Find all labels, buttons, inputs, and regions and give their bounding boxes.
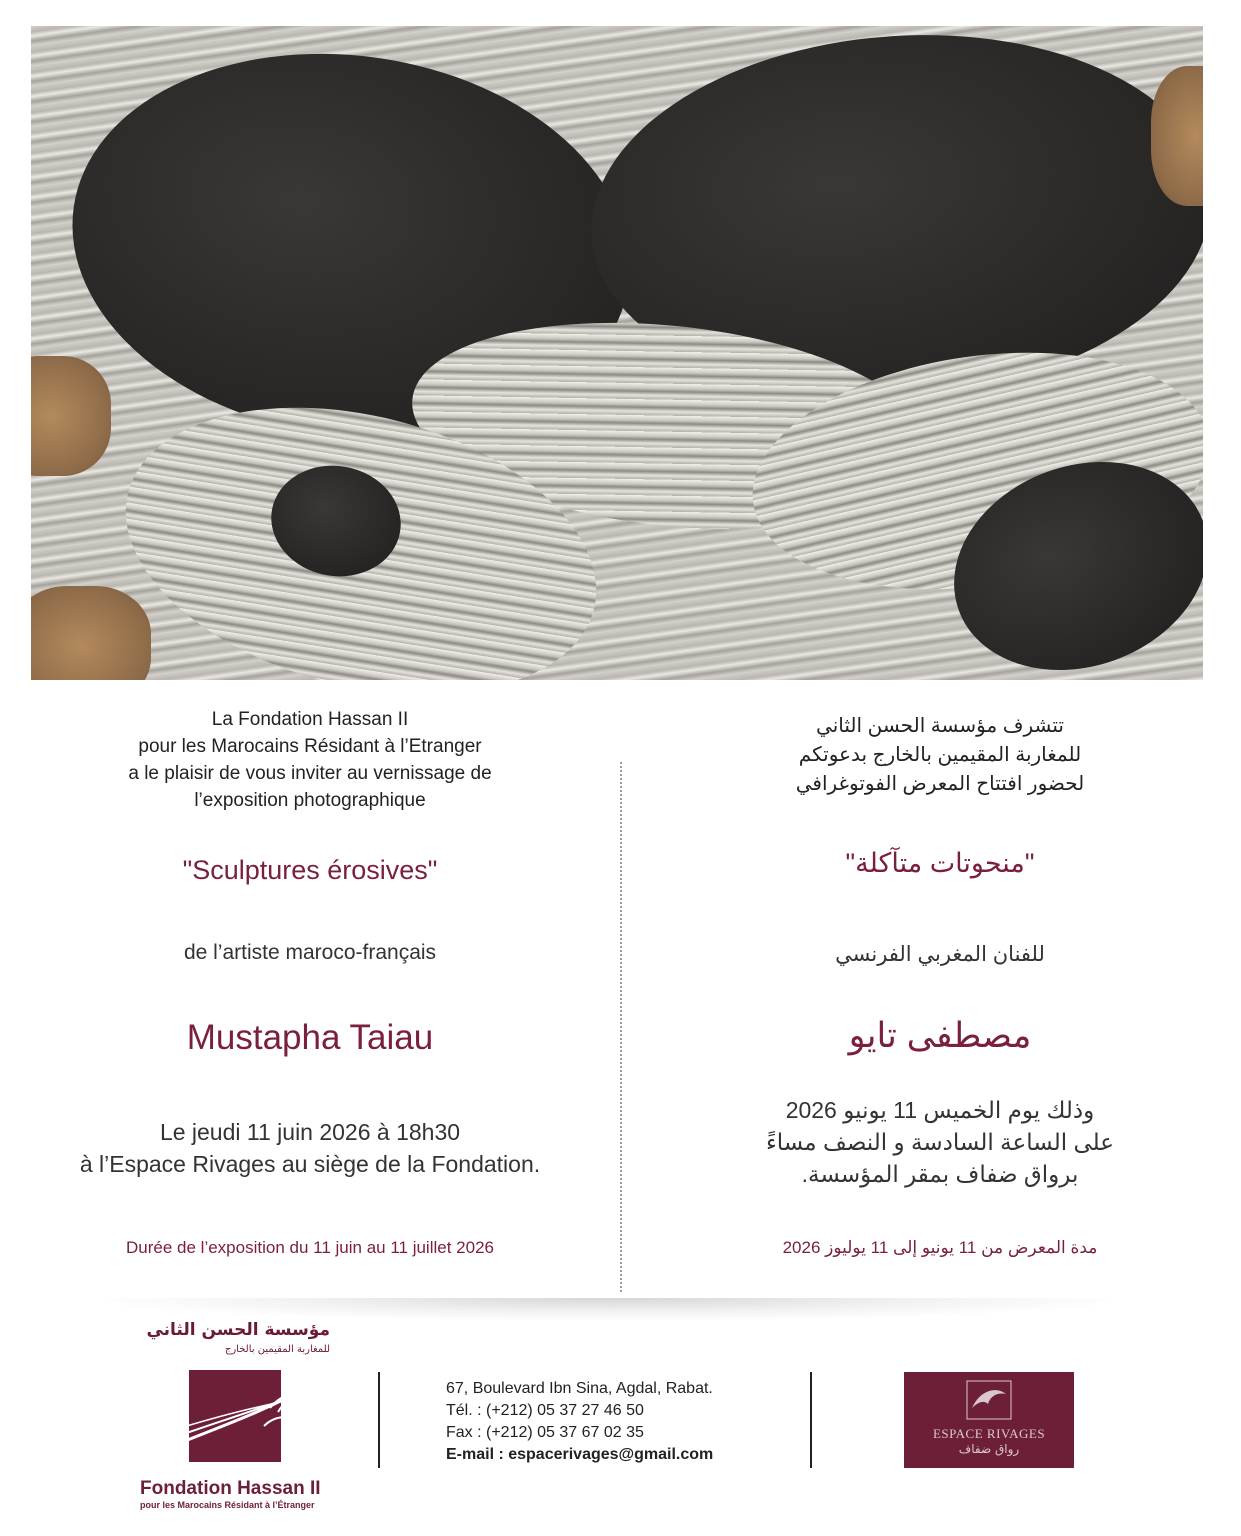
footer-divider-right (810, 1372, 812, 1468)
arabic-date-venue (660, 1094, 1220, 1190)
french-intro (30, 706, 590, 814)
section-shadow (110, 1298, 1110, 1320)
french-exhibition-title: "Sculptures érosives" (182, 855, 438, 885)
foundation-subtitle: pour les Marocains Résidant à l’Étranger (140, 1500, 315, 1510)
arabic-time-line: على الساعة السادسة و النصف مساءً (765, 1129, 1115, 1155)
french-artist-name: Mustapha Taiau (186, 1018, 434, 1057)
french-date-line: Le jeudi 11 juin 2026 à 18h30 (159, 1119, 461, 1145)
arabic-exhibition-title: "منحوتات متآكلة" (845, 848, 1035, 878)
espace-rivages-arabic-name: رواق ضفاف (958, 1442, 1020, 1456)
contact-email-link[interactable]: E-mail : espacerivages@gmail.com (446, 1446, 714, 1463)
arabic-artist-subtitle: للفنان المغربي الفرنسي (835, 943, 1045, 966)
contact-block (446, 1378, 786, 1466)
french-intro-line: pour les Marocains Résidant à l’Etranger (138, 736, 482, 757)
hero-photo-eroded-rock (31, 26, 1203, 680)
column-divider (620, 762, 622, 1292)
arabic-intro-line: تتشرف مؤسسة الحسن الثاني (816, 715, 1064, 737)
espace-rivages-wave-icon (966, 1380, 1012, 1420)
arabic-date-line: وذلك يوم الخميس 11 يونيو 2026 (785, 1097, 1095, 1123)
french-date-venue (30, 1116, 590, 1180)
arabic-intro-line: لحضور افتتاح المعرض الفوتوغرافي (795, 773, 1085, 795)
foundation-arabic-subtitle: للمغاربة المقيمين بالخارج (224, 1344, 330, 1355)
arabic-venue-line: برواق ضفاف بمقر المؤسسة. (801, 1161, 1079, 1187)
french-artist-subtitle: de l’artiste maroco-français (183, 941, 437, 964)
french-venue-line: à l’Espace Rivages au siège de la Fondation. (79, 1151, 541, 1177)
french-intro-line: La Fondation Hassan II (211, 709, 409, 730)
footer-divider-left (378, 1372, 380, 1468)
espace-rivages-name: ESPACE RIVAGES (932, 1426, 1046, 1441)
contact-fax: Fax : (+212) 05 37 67 02 35 (446, 1424, 644, 1441)
arabic-intro (660, 712, 1220, 799)
contact-address: 67, Boulevard Ibn Sina, Agdal, Rabat. (446, 1380, 713, 1397)
arabic-artist-name: مصطفى تايو (848, 1016, 1032, 1055)
foundation-logo-bird-icon (160, 1378, 320, 1458)
arabic-duration: مدة المعرض من 11 يونيو إلى 11 يوليوز 2026 (782, 1238, 1098, 1257)
arabic-intro-line: للمغاربة المقيمين بالخارج بدعوتكم (798, 744, 1082, 766)
french-intro-line: l’exposition photographique (194, 790, 426, 811)
foundation-arabic-name: مؤسسة الحسن الثاني (146, 1320, 330, 1340)
foundation-name: Fondation Hassan II (140, 1478, 321, 1499)
contact-phone: Tél. : (+212) 05 37 27 46 50 (446, 1402, 644, 1419)
french-duration: Durée de l’exposition du 11 juin au 11 juillet 2026 (126, 1238, 494, 1257)
french-intro-line: a le plaisir de vous inviter au vernissage de (128, 763, 492, 784)
